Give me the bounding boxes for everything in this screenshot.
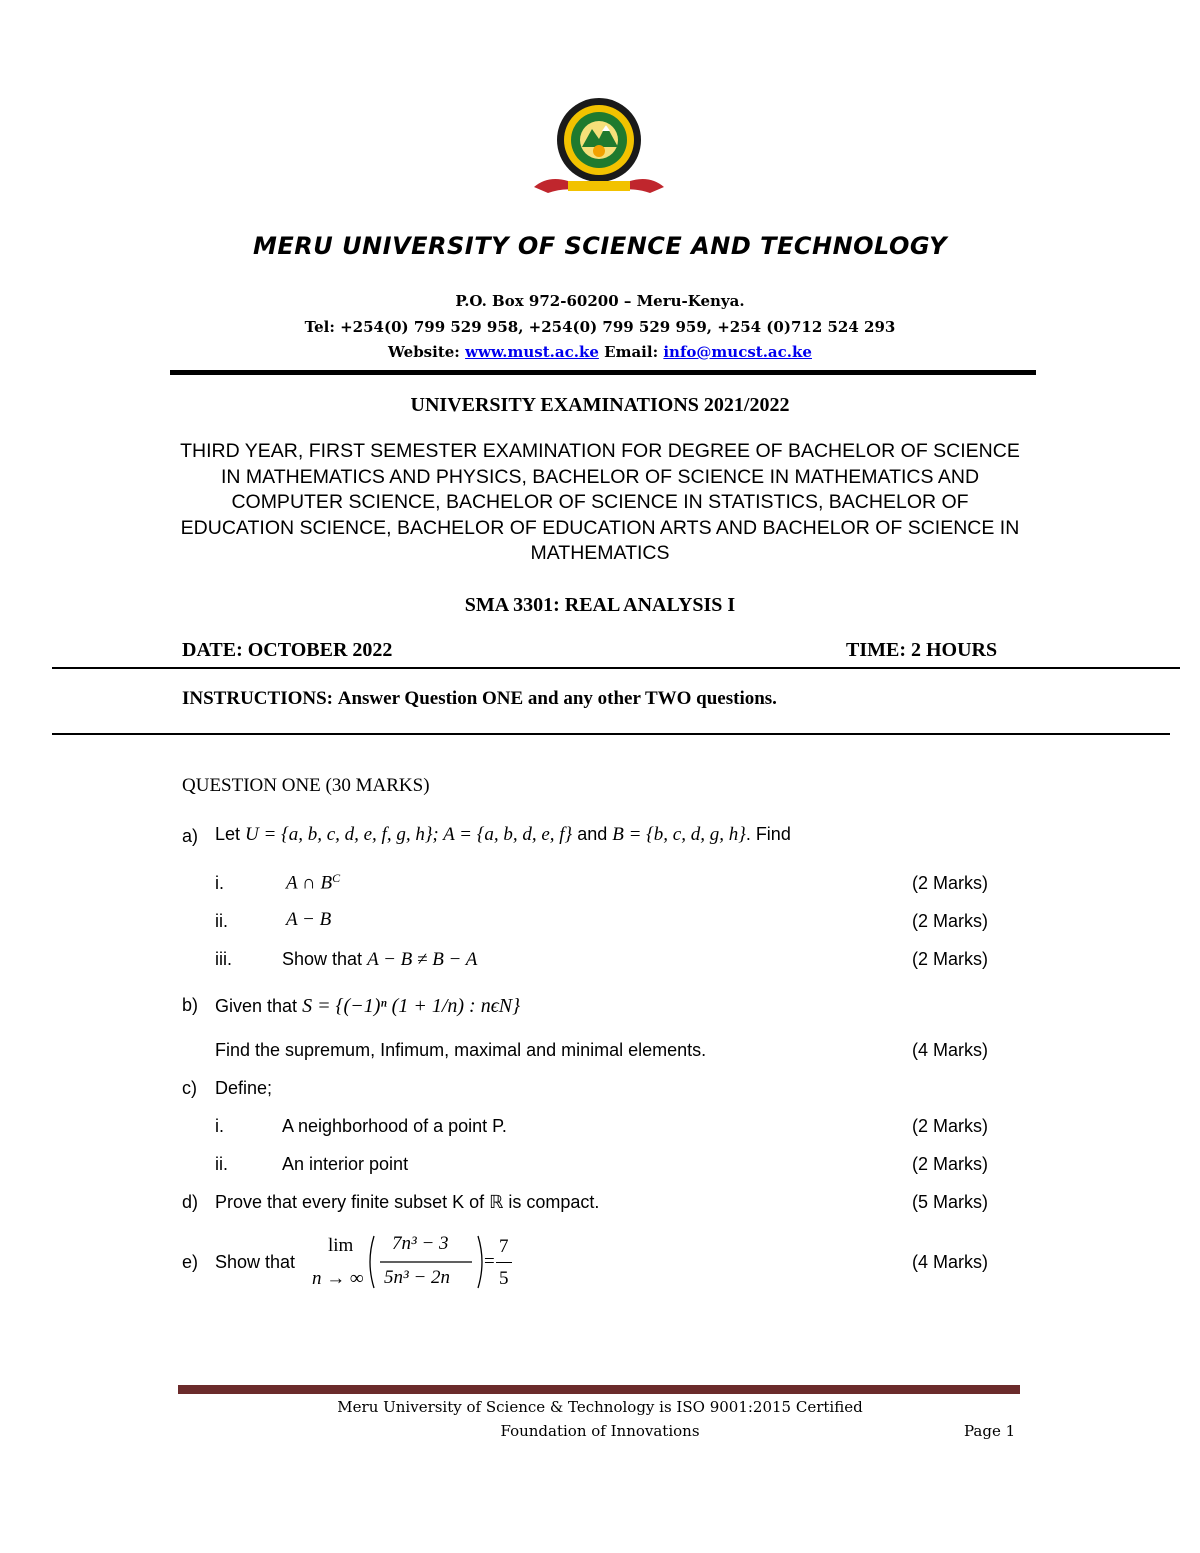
complement-sup: C — [332, 871, 341, 885]
email-label: Email: — [604, 343, 659, 361]
part-a-i-marks: (2 Marks) — [912, 873, 988, 893]
part-a-iii-label: iii. — [215, 949, 232, 969]
set-b-definition: B = {b, c, d, g, h} — [612, 824, 746, 845]
limit-subscript: n → ∞ — [312, 1268, 364, 1289]
question-d-text: Prove that every finite subset K of ℝ is compact. — [215, 1192, 600, 1212]
fraction-denominator: 5n³ − 2n — [384, 1267, 451, 1288]
difference-expr: A − B ≠ B − A — [367, 949, 478, 970]
programme-description: THIRD YEAR, FIRST SEMESTER EXAMINATION FOR DEGREE OF BACHELOR OF SCIENCE IN MATHEMATICS AND PHYSICS, BACHELOR OF SCIENCE IN MATHEMATICS AND COMPUTER SCIENCE, BACHELOR OF SCIENCE IN STATISTICS, BACHELOR OF EDUCATION SCIENCE, BACHELOR OF EDUCATION ARTS AND BACHELOR OF SCIENCE IN MATHEMATICS — [180, 440, 1020, 564]
question-e-text: Show that — [215, 1252, 296, 1272]
website-link[interactable]: www.must.ac.ke — [465, 343, 599, 361]
limit-word: lim — [328, 1235, 354, 1256]
set-definitions: U = {a, b, c, d, e, f, g, h}; A = {a, b, d, e, f} — [245, 824, 573, 845]
question-e-marks: (4 Marks) — [912, 1252, 988, 1272]
divider-1 — [52, 667, 1180, 669]
show-that: Show that — [282, 949, 363, 969]
question-d-marks: (5 Marks) — [912, 1192, 988, 1212]
set-s-definition: S = {(−1)ⁿ (1 + 1/n) : nϵN} — [302, 995, 521, 1017]
course-title: SMA 3301: REAL ANALYSIS I — [464, 594, 736, 616]
telephone-line: Tel: +254(0) 799 529 958, +254(0) 799 529 959, +254 (0)712 524 293 — [304, 318, 896, 336]
result-numerator: 7 — [499, 1236, 509, 1257]
divider-2 — [52, 733, 1170, 735]
result-denominator: 5 — [499, 1268, 509, 1289]
and-word: and — [577, 824, 608, 844]
part-a-iii-marks: (2 Marks) — [912, 949, 988, 969]
instructions-text: Answer Question ONE and any other TWO questions. — [337, 688, 777, 709]
question-c-label: c) — [182, 1078, 197, 1098]
university-name: MERU UNIVERSITY OF SCIENCE AND TECHNOLOGY — [252, 232, 948, 260]
email-link[interactable]: info@mucst.ac.ke — [663, 343, 812, 361]
part-c-ii-marks: (2 Marks) — [912, 1154, 988, 1174]
intersection-expr: A ∩ B — [286, 872, 333, 894]
part-a-ii-label: ii. — [215, 911, 228, 931]
part-c-i-marks: (2 Marks) — [912, 1116, 988, 1136]
given-that: Given that — [215, 996, 298, 1016]
question-b-marks: (4 Marks) — [912, 1040, 988, 1060]
question-e-label: e) — [182, 1252, 199, 1272]
part-c-ii-label: ii. — [215, 1154, 228, 1174]
find-word: . Find — [745, 824, 791, 844]
part-a-ii-text: A − B — [286, 909, 332, 930]
contact-line — [0, 343, 1200, 361]
postal-address: P.O. Box 972-60200 – Meru-Kenya. — [455, 292, 745, 310]
part-a-ii-marks: (2 Marks) — [912, 911, 988, 931]
question-one-title: QUESTION ONE (30 MARKS) — [182, 775, 430, 796]
question-b-text — [215, 995, 520, 1018]
question-c-text: Define; — [215, 1078, 273, 1098]
let-word: Let — [215, 824, 241, 844]
university-logo — [528, 95, 670, 201]
exam-time: TIME: 2 HOURS — [846, 639, 998, 661]
footer-certification: Meru University of Science & Technology is ISO 9001:2015 Certified — [337, 1398, 863, 1416]
footer-bar — [178, 1385, 1020, 1394]
question-b-label: b) — [182, 995, 199, 1015]
instructions-label: INSTRUCTIONS: — [182, 688, 333, 709]
part-a-iii-text — [282, 949, 477, 971]
part-c-i-label: i. — [215, 1116, 224, 1136]
website-label: Website: — [388, 343, 460, 361]
part-c-ii-text: An interior point — [282, 1154, 409, 1174]
part-a-i-text — [286, 871, 340, 894]
question-a-text — [215, 824, 791, 846]
header-divider — [170, 370, 1036, 375]
exam-date: DATE: OCTOBER 2022 — [182, 639, 393, 661]
part-c-i-text: A neighborhood of a point P. — [282, 1116, 507, 1136]
part-a-i-label: i. — [215, 873, 224, 893]
question-a-label: a) — [182, 826, 199, 846]
exam-title: UNIVERSITY EXAMINATIONS 2021/2022 — [410, 394, 790, 416]
footer-slogan: Foundation of Innovations — [500, 1422, 700, 1440]
question-d-label: d) — [182, 1192, 199, 1212]
equals-sign: = — [484, 1251, 495, 1272]
question-b-find: Find the supremum, Infimum, maximal and minimal elements. — [215, 1040, 707, 1060]
fraction-numerator: 7n³ − 3 — [392, 1233, 449, 1254]
instructions — [182, 688, 777, 710]
result-bar — [496, 1262, 512, 1263]
page-number: Page 1 — [964, 1422, 1016, 1440]
